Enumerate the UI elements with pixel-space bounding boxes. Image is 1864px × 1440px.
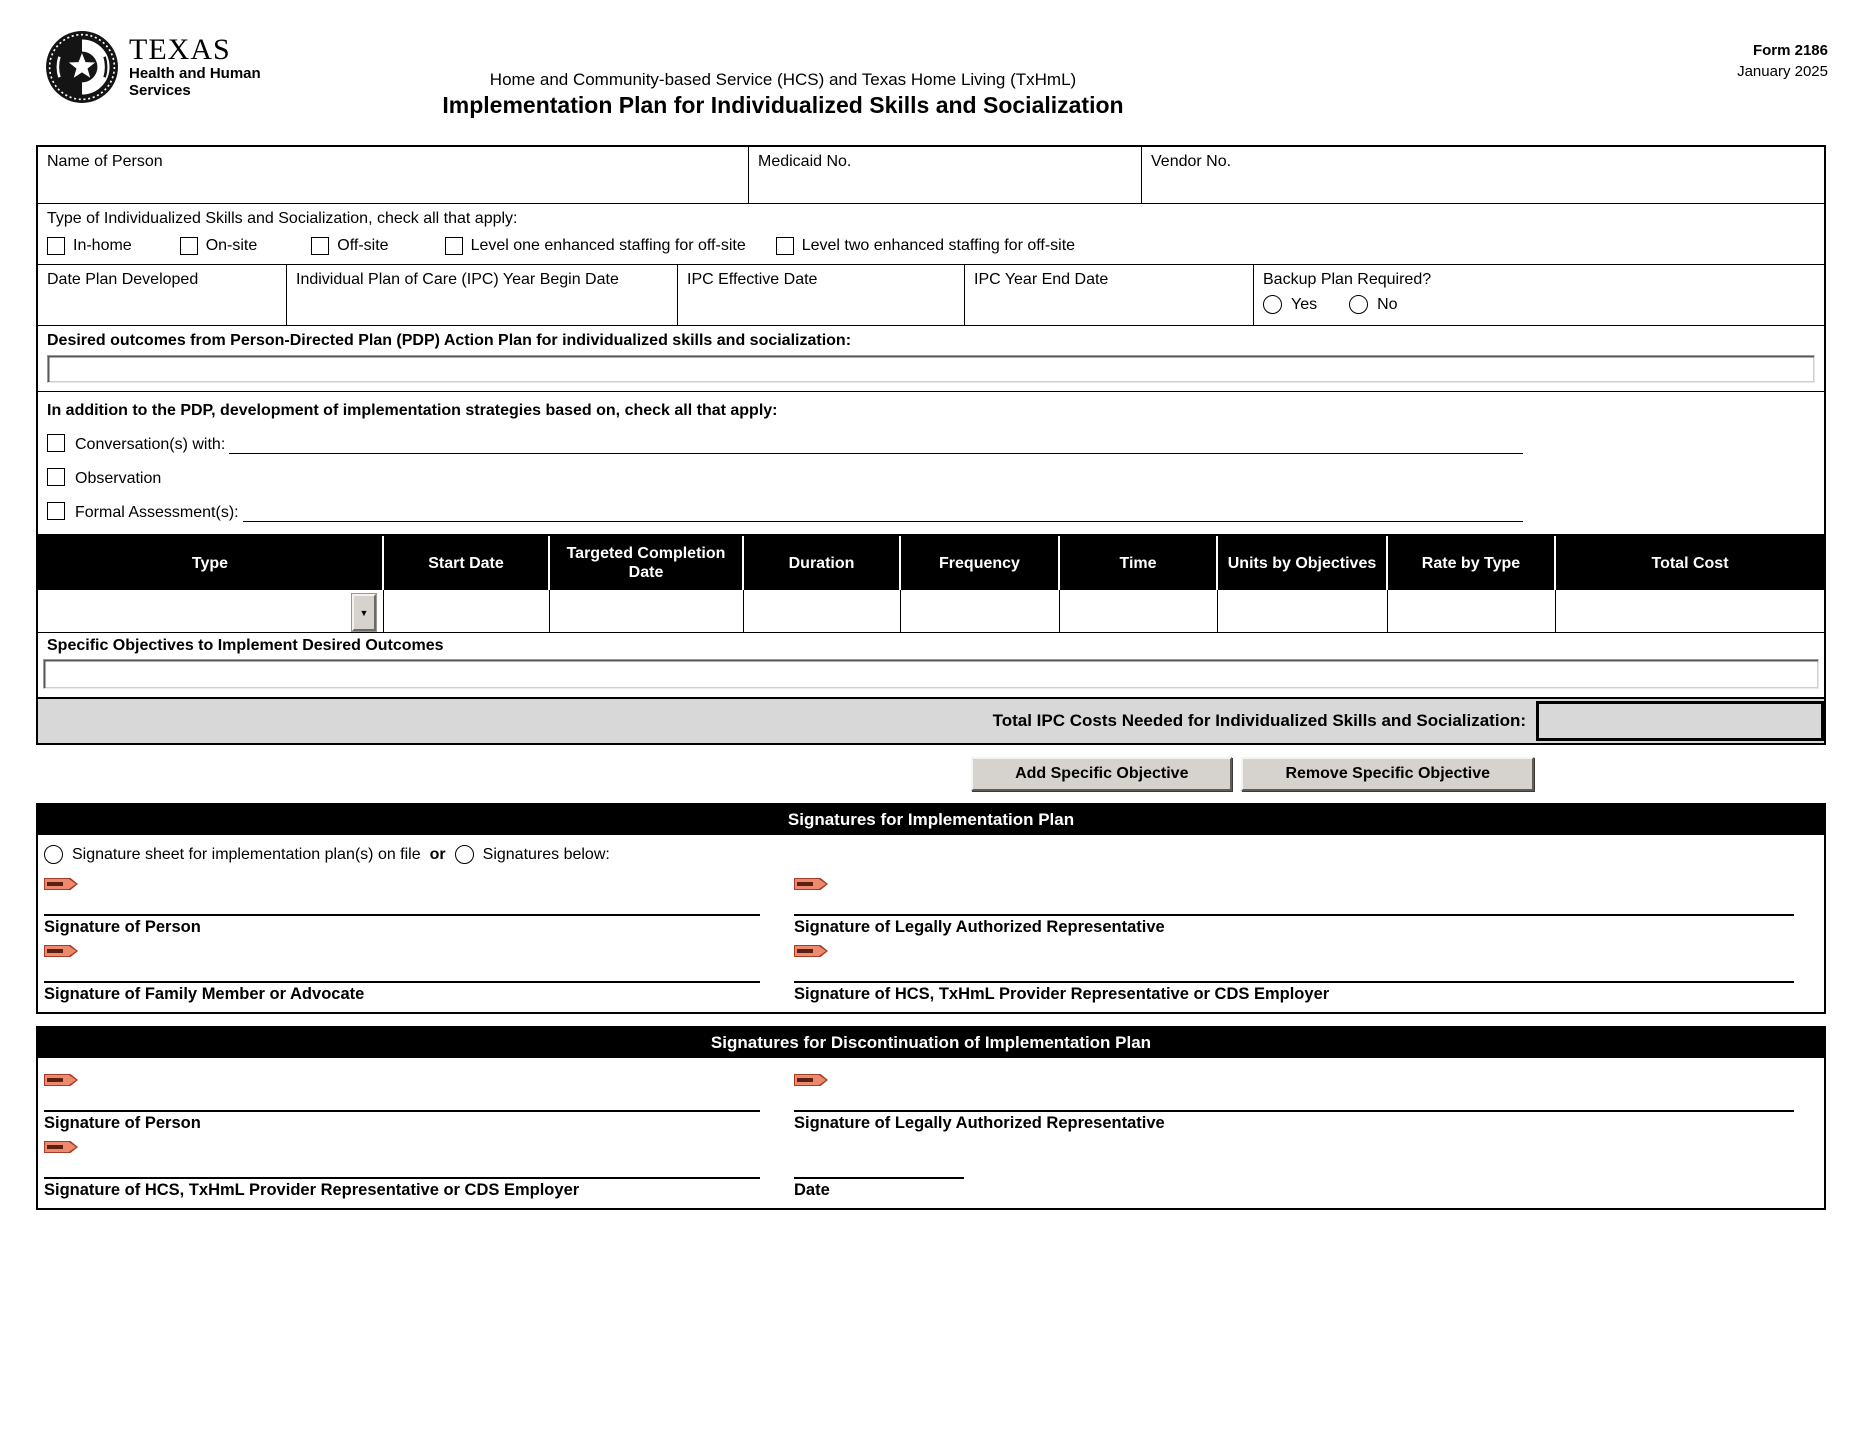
col-header-rate-by-type: Rate by Type <box>1388 536 1556 590</box>
ipc-effective-date-field[interactable] <box>678 265 965 325</box>
logo-texas-text: TEXAS <box>129 33 231 66</box>
observation-label: Observation <box>75 470 162 487</box>
checkbox-off-site[interactable] <box>311 237 329 255</box>
type-section-label: Type of Individualized Skills and Socialization, check all that apply: <box>47 210 518 227</box>
signature-lar-label: Signature of Legally Authorized Representative <box>794 918 1165 936</box>
objectives-table-header <box>38 536 1824 590</box>
date-plan-developed-label: Date Plan Developed <box>47 271 199 288</box>
signature-line-family-member[interactable] <box>44 957 760 983</box>
total-ipc-label: Total IPC Costs Needed for Individualized Skills and Socialization: <box>992 711 1526 730</box>
sign-here-tag[interactable] <box>44 1141 78 1153</box>
col-header-time: Time <box>1060 536 1218 590</box>
checkbox-level-two-enhanced[interactable] <box>776 237 794 255</box>
signatures-below-label: Signatures below: <box>482 845 610 863</box>
agency-logo <box>45 30 261 104</box>
vendor-no-field[interactable] <box>1142 147 1824 203</box>
formal-assessment-line[interactable] <box>243 503 1523 522</box>
discontinuation-provider-label: Signature of HCS, TxHmL Provider Representative or CDS Employer <box>44 1181 580 1199</box>
name-of-person-field[interactable] <box>38 147 749 203</box>
ipc-year-end-field[interactable] <box>965 265 1254 325</box>
radio-backup-no[interactable] <box>1349 295 1368 314</box>
discontinuation-signature-line-provider[interactable] <box>44 1153 760 1179</box>
duration-cell[interactable] <box>744 590 901 632</box>
backup-plan-cell <box>1254 265 1824 325</box>
objectives-table-row <box>38 590 1824 633</box>
sign-here-tag[interactable] <box>44 1074 78 1086</box>
total-ipc-cost-field[interactable] <box>1536 701 1824 741</box>
formal-assessment-label: Formal Assessment(s): <box>75 504 239 521</box>
signatures-implementation-title: Signatures for Implementation Plan <box>38 805 1824 835</box>
checkbox-on-site[interactable] <box>180 237 198 255</box>
or-label: or <box>429 845 446 863</box>
ipc-year-begin-label: Individual Plan of Care (IPC) Year Begin Date <box>296 271 619 288</box>
logo-hhs-line1: Health and Human <box>129 65 261 82</box>
total-cost-cell[interactable] <box>1556 590 1824 632</box>
add-specific-objective-button[interactable]: Add Specific Objective <box>971 757 1232 791</box>
checkbox-formal-assessment[interactable] <box>47 502 65 520</box>
logo-hhs-line2: Services <box>129 82 191 99</box>
specific-objectives-input[interactable] <box>43 659 1819 689</box>
medicaid-no-label: Medicaid No. <box>758 153 852 170</box>
vendor-no-label: Vendor No. <box>1151 153 1232 170</box>
signature-sheet-on-file-label: Signature sheet for implementation plan(s) on file <box>72 845 421 863</box>
desired-outcomes-input[interactable] <box>47 355 1815 383</box>
col-header-type: Type <box>38 536 384 590</box>
level-two-label: Level two enhanced staffing for off-site <box>801 237 1076 254</box>
desired-outcomes-label: Desired outcomes from Person-Directed Plan (PDP) Action Plan for individualized skills and socialization: <box>47 332 852 349</box>
discontinuation-signature-line-lar[interactable] <box>794 1086 1794 1112</box>
backup-yes-label: Yes <box>1291 295 1318 313</box>
signature-person-label: Signature of Person <box>44 918 201 936</box>
sign-here-tag[interactable] <box>794 945 828 957</box>
conversation-with-line[interactable] <box>229 435 1523 454</box>
signature-provider-label: Signature of HCS, TxHmL Provider Representative or CDS Employer <box>794 985 1330 1003</box>
radio-backup-yes[interactable] <box>1263 295 1282 314</box>
name-of-person-label: Name of Person <box>47 153 163 170</box>
remove-specific-objective-button[interactable]: Remove Specific Objective <box>1241 757 1534 791</box>
discontinuation-date-label: Date <box>794 1181 830 1199</box>
signature-family-member-label: Signature of Family Member or Advocate <box>44 985 365 1003</box>
ipc-year-begin-field[interactable] <box>287 265 678 325</box>
sign-here-tag[interactable] <box>44 945 78 957</box>
discontinuation-date-line[interactable] <box>794 1153 964 1179</box>
off-site-label: Off-site <box>337 237 389 254</box>
backup-no-label: No <box>1377 295 1398 313</box>
ipc-year-end-label: IPC Year End Date <box>974 271 1109 288</box>
in-home-label: In-home <box>73 237 132 254</box>
radio-signature-sheet-on-file[interactable] <box>44 845 63 864</box>
col-header-start-date: Start Date <box>384 536 550 590</box>
medicaid-no-field[interactable] <box>749 147 1142 203</box>
radio-signatures-below[interactable] <box>455 845 474 864</box>
col-header-targeted-completion: Targeted Completion Date <box>550 536 744 590</box>
strategies-label: In addition to the PDP, development of implementation strategies based on, check all that apply: <box>47 402 778 419</box>
rate-by-type-cell[interactable] <box>1388 590 1556 632</box>
checkbox-level-one-enhanced[interactable] <box>445 237 463 255</box>
col-header-total-cost: Total Cost <box>1651 554 1729 572</box>
person-info-box <box>36 145 1826 536</box>
discontinuation-lar-label: Signature of Legally Authorized Representative <box>794 1114 1165 1132</box>
form-date: January 2025 <box>1737 63 1828 80</box>
sign-here-tag[interactable] <box>794 1074 828 1086</box>
type-dropdown-button[interactable] <box>352 594 376 631</box>
date-plan-developed-field[interactable] <box>38 265 287 325</box>
signatures-discontinuation-section <box>36 1026 1826 1210</box>
on-site-label: On-site <box>205 237 258 254</box>
signatures-implementation-section <box>36 803 1826 1014</box>
col-header-units-by-objectives: Units by Objectives <box>1218 536 1388 590</box>
frequency-cell[interactable] <box>901 590 1060 632</box>
sign-here-tag[interactable] <box>794 878 828 890</box>
col-header-duration: Duration <box>744 536 901 590</box>
form-subtitle: Home and Community-based Service (HCS) and Texas Home Living (TxHmL) <box>489 70 1077 89</box>
conversation-label: Conversation(s) with: <box>75 436 226 453</box>
start-date-cell[interactable] <box>384 590 550 632</box>
objectives-table <box>36 536 1826 745</box>
specific-objectives-label: Specific Objectives to Implement Desired Outcomes <box>47 637 444 654</box>
checkbox-in-home[interactable] <box>47 237 65 255</box>
units-by-objectives-cell[interactable] <box>1218 590 1388 632</box>
signature-line-person[interactable] <box>44 890 760 916</box>
signature-line-provider[interactable] <box>794 957 1794 983</box>
col-header-frequency: Frequency <box>901 536 1060 590</box>
ipc-effective-date-label: IPC Effective Date <box>687 271 818 288</box>
signatures-discontinuation-title: Signatures for Discontinuation of Implementation Plan <box>38 1028 1824 1058</box>
page-title: Implementation Plan for Individualized Skills and Socialization <box>442 92 1124 118</box>
discontinuation-signature-line-person[interactable] <box>44 1086 760 1112</box>
discontinuation-person-label: Signature of Person <box>44 1114 201 1132</box>
total-ipc-band <box>38 697 1824 743</box>
checkbox-conversation[interactable] <box>47 434 65 452</box>
type-dropdown-field[interactable] <box>38 590 384 632</box>
form-number: Form 2186 <box>1752 42 1828 59</box>
backup-plan-label: Backup Plan Required? <box>1263 271 1432 288</box>
sign-here-tag[interactable] <box>44 878 78 890</box>
level-one-label: Level one enhanced staffing for off-site <box>470 237 746 254</box>
chevron-down-icon: ▼ <box>359 607 369 618</box>
signature-line-lar[interactable] <box>794 890 1794 916</box>
texas-hhs-seal-icon <box>45 30 119 104</box>
time-cell[interactable] <box>1060 590 1218 632</box>
targeted-completion-cell[interactable] <box>550 590 744 632</box>
checkbox-observation[interactable] <box>47 468 65 486</box>
